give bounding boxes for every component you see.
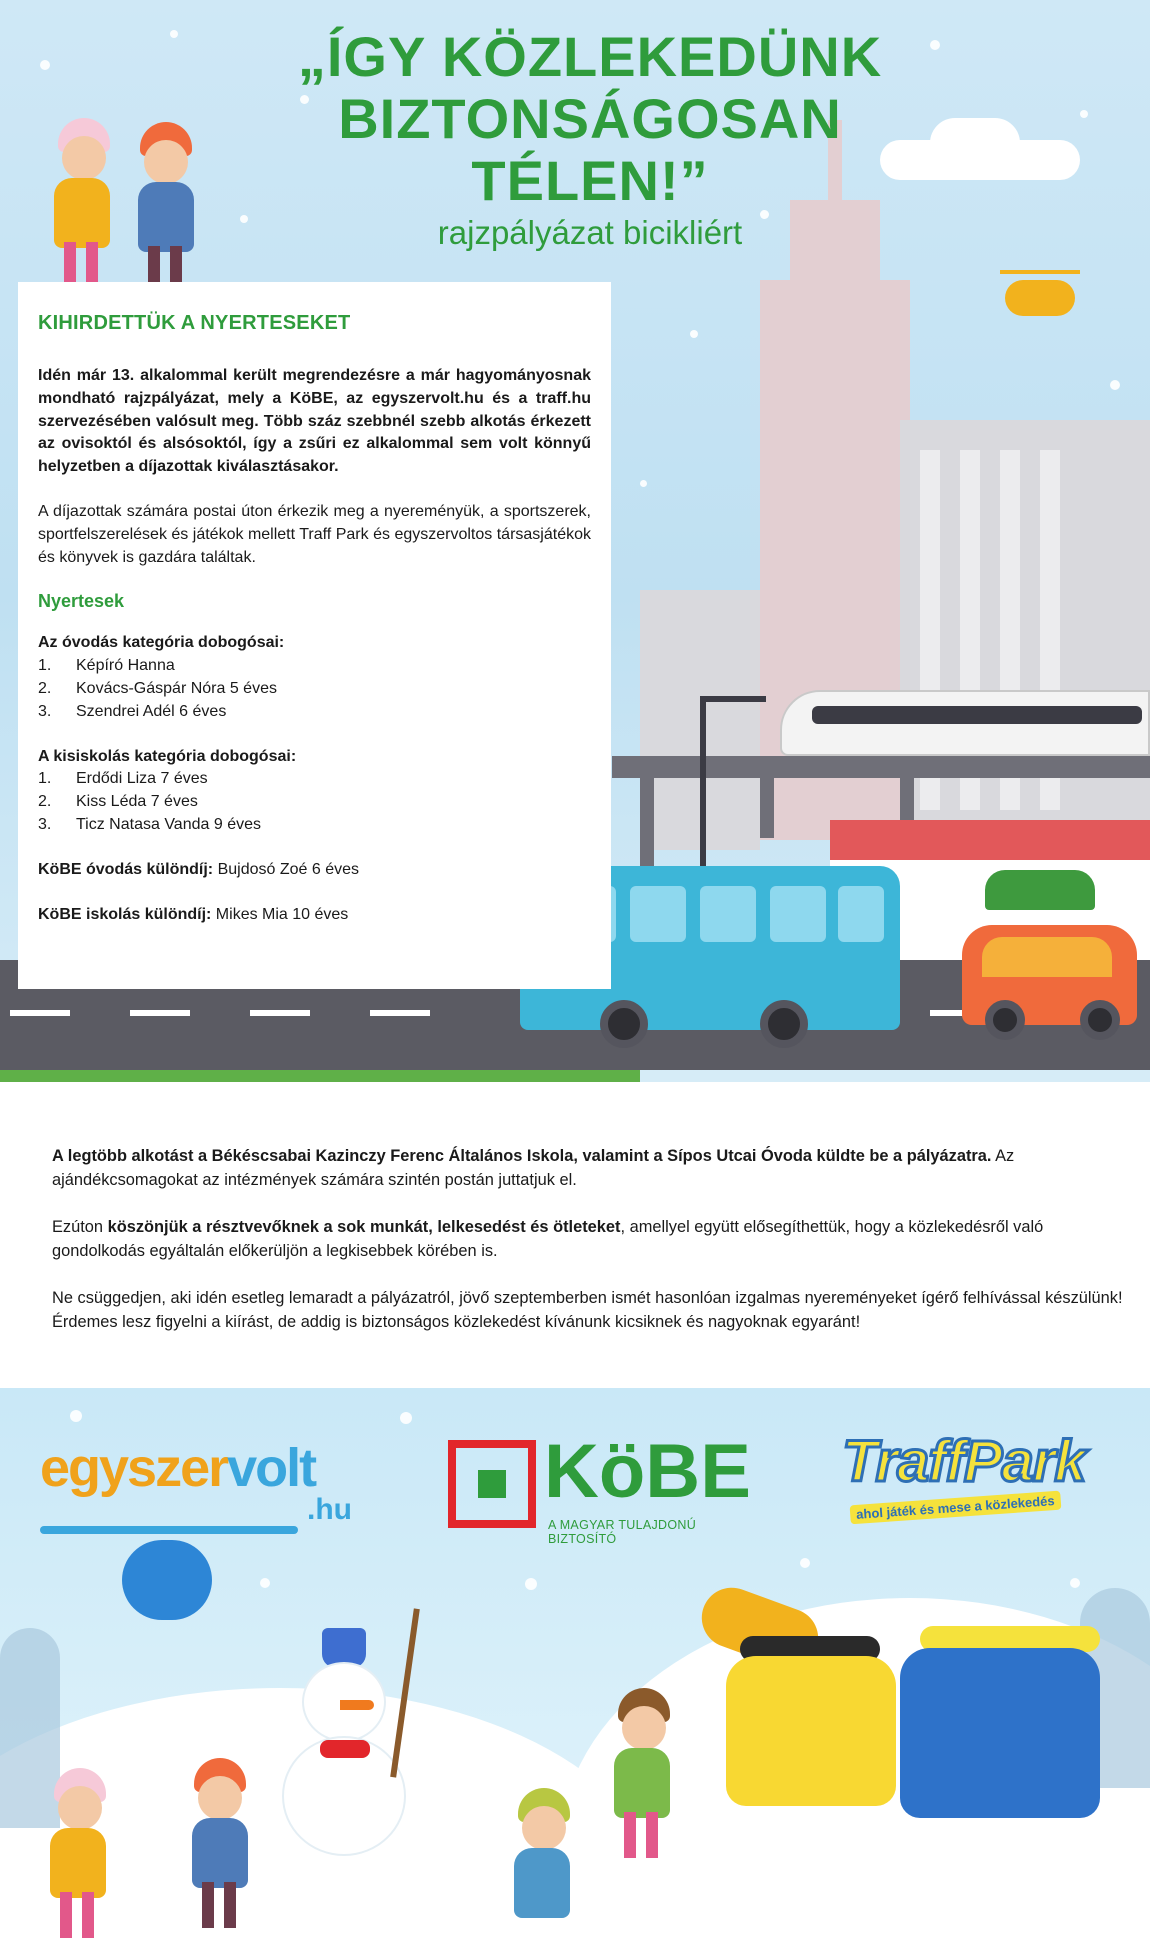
street-lamp-head <box>706 696 766 702</box>
snowflake <box>640 480 647 487</box>
list-item: 2. Kiss Léda 7 éves <box>38 793 198 811</box>
kid-illustration <box>126 122 216 292</box>
snowflake <box>400 1412 412 1424</box>
paragraph: Ne csüggedjen, aki idén esetleg lemaradt a pályázatról, jövő szeptemberben ismét hasonlóan izgalmas nyereményeket ígérő felhívással készülünk! Érdemes lesz figyelni a kiírást, de addig is biztonságos közlekedést kívánunk kicsiknek és nagyoknak egyaránt! <box>52 1289 1123 1331</box>
list-item: 3. Szendrei Adél 6 éves <box>38 702 227 720</box>
prizes-paragraph: A díjazottak számára postai úton érkezik meg a nyereményük, a sportszerek, sportfelszerelések és játékok mellett Traff Park és egyszervoltos társasjátékok és könyvek is gazdára találtak. <box>38 502 591 566</box>
list-item: 3. Ticz Natasa Vanda 9 éves <box>38 815 261 833</box>
category-title: A kisiskolás kategória dobogósai: <box>38 747 297 765</box>
traffpark-logo[interactable]: TraffPark ahol játék és mese a közlekedés <box>832 1428 1112 1538</box>
elevated-track <box>612 756 1150 778</box>
snowflake <box>1080 110 1088 118</box>
road-marking <box>250 1010 310 1016</box>
lead-paragraph: Idén már 13. alkalommal került megrendezésre a már hagyományosnak mondható rajzpályázat, mely a KöBE, az egyszervolt.hu és a traff.hu szervezésében valósult meg. Több száz szebbnél szebb alkotás érkezett az ovisoktól és alsósoktól, így a zsűri ez alkalommal sem volt könnyű helyzetben a díjazottak kiválasztásakor. <box>38 367 591 476</box>
snowflake <box>170 30 178 38</box>
road-marking <box>10 1010 70 1016</box>
page-title: „ÍGY KÖZLEKEDÜNK BIZTONSÁGOSAN TÉLEN!” <box>297 25 883 212</box>
announcement-panel <box>18 282 611 989</box>
hero-title-block <box>230 26 950 252</box>
road-marking <box>370 1010 430 1016</box>
list-item: 1. Képíró Hanna <box>38 657 175 675</box>
snowflake <box>260 1578 270 1588</box>
winner-list <box>38 768 591 836</box>
kid-illustration <box>180 1758 270 1938</box>
snowman-illustration <box>270 1628 420 1928</box>
kid-illustration <box>500 1788 590 1948</box>
cloud-character <box>122 1540 212 1620</box>
list-item: 1. Erdődi Liza 7 éves <box>38 770 208 788</box>
track-pillar <box>760 778 774 838</box>
bus-wheel <box>760 1000 808 1048</box>
snowflake <box>40 60 50 70</box>
snowflake <box>525 1578 537 1590</box>
blue-jeep-character <box>900 1648 1100 1818</box>
shop-roof <box>830 820 1150 860</box>
egyszervolt-logo[interactable]: egyszervolt .hu <box>40 1440 360 1534</box>
snowflake <box>690 330 698 338</box>
road-marking <box>130 1010 190 1016</box>
grass-strip <box>0 1070 640 1082</box>
panel-heading: KIHIRDETTÜK A NYERTESEKET <box>38 312 351 334</box>
helicopter-rotor <box>1000 270 1080 274</box>
track-pillar <box>640 778 654 868</box>
car-wheel <box>985 1000 1025 1040</box>
snowflake <box>1070 1578 1080 1588</box>
christmas-tree-on-car <box>985 870 1095 910</box>
special-prize-school: KöBE iskolás különdíj: Mikes Mia 10 éves <box>38 905 349 923</box>
winner-list <box>38 655 591 723</box>
kid-illustration <box>36 1768 126 1948</box>
paragraph: Ezúton köszönjük a résztvevőknek a sok munkát, lelkesedést és ötleteket, amellyel együtt elősegíthettük, hogy a közlekedésről való gondolkodás egyáltalán előkerüljön a legkisebbek körében is. <box>52 1218 1044 1260</box>
street-lamp <box>700 696 706 866</box>
special-prize-kindergarten: KöBE óvodás különdíj: Bujdosó Zoé 6 éves <box>38 860 359 878</box>
kid-illustration <box>40 118 120 288</box>
bus-wheel <box>600 1000 648 1048</box>
closing-text <box>52 1144 1127 1357</box>
train-illustration <box>780 690 1150 756</box>
list-item: 2. Kovács-Gáspár Nóra 5 éves <box>38 679 277 697</box>
car-wheel <box>1080 1000 1120 1040</box>
kobe-logo[interactable]: KöBE A MAGYAR TULAJDONÚ BIZTOSÍTÓ <box>448 1440 748 1544</box>
snowflake <box>70 1410 82 1422</box>
page-subtitle: rajzpályázat bicikliért <box>437 214 743 251</box>
winners-heading: Nyertesek <box>38 591 125 612</box>
snowflake <box>800 1558 810 1568</box>
footer-illustration <box>0 1388 1150 1954</box>
helicopter-illustration <box>1005 280 1075 316</box>
kid-illustration <box>600 1688 690 1868</box>
category-title: Az óvodás kategória dobogósai: <box>38 634 285 652</box>
paragraph: A legtöbb alkotást a Békéscsabai Kazinczy Ferenc Általános Iskola, valamint a Sípos Utcai Óvoda küldte be a pályázatra. Az ajándékcsomagokat az intézmények számára szintén postán juttatjuk el. <box>52 1147 1015 1189</box>
yellow-jeep-character <box>726 1656 896 1806</box>
snowflake <box>1110 380 1120 390</box>
